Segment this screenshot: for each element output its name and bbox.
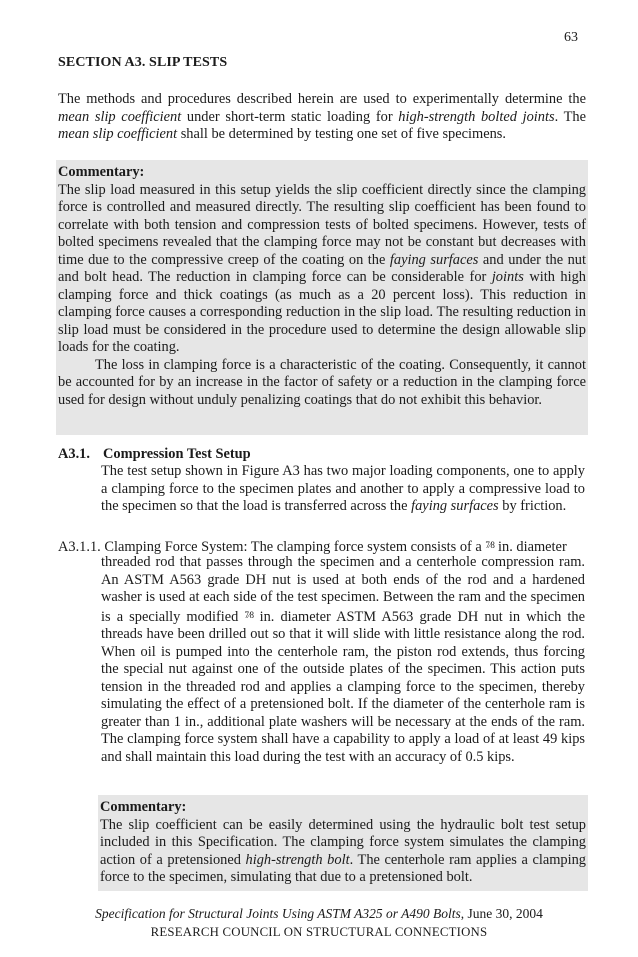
a31-text-2: by friction. [498, 498, 567, 514]
intro-text-2: under short-term static loading for [181, 108, 399, 125]
c1p1-text-1: The slip load measured in this setup yields the slip coefficient directly since the clamping force is controlled and measured directly. The resulting slip coefficient has been found to correlate with both tension and compression tests of bolted specimens. However, tests of bolted specimens revealed that the clamping force may not be constant but decreases with time due to the compressive creep of the coating on the [58, 181, 586, 268]
c2-term-1: high-strength bolt [245, 851, 350, 868]
a311-lead-text: A3.1.1. Clamping Force System: The clamping force system consists of a [58, 539, 486, 555]
c2-text-2: . The centerhole ram applies a clamping force to the specimen, simulating that due to a pretensioned bolt. [100, 851, 586, 885]
footer-date: , June 30, 2004 [460, 906, 543, 921]
commentary-1-paragraph-2: The loss in clamping force is a characteristic of the coating. Consequently, it cannot be accounted for by an increase in the factor of safety or a reduction in the clamping force used for design without unduly penalizing coatings that do not exhibit this behavior. [58, 356, 586, 408]
c2-text-1: The slip coefficient can be easily determined using the hydraulic bolt test setup included in this Specification. The clamping force system simulates the clamping action of a pretensioned [100, 816, 586, 868]
a311-text-3: in. diameter ASTM A563 grade DH nut in which the threads have been drilled out so that it will slide with little resistance along the rod. When oil is pumped into the centerhole ram, the piston rod extends, thus forcing the special nut against one of the outside plates of the specimen. This action puts tension in the threaded rod and applies a clamping force to the specimen, thereby simulating the effect of a pretensioned bolt. If the diameter of the centerhole ram is greater than 1 in., additional plate washers will be necessary at the ends of the ram. The clamping force system shall have a capability to apply a load of at least 49 kips and shall maintain this load during the test with an accuracy of 0.5 kips. [101, 608, 585, 765]
commentary-box-1 [56, 160, 588, 435]
fraction-seven-eighths: 7⁄8 [485, 540, 495, 550]
page-number: 63 [564, 30, 578, 45]
fraction-seven-eighths-2: 7⁄8 [244, 609, 254, 620]
commentary-heading-2: Commentary: [100, 799, 187, 815]
a311-text-2: threaded rod that passes through the specimen and a centerhole compression ram. An ASTM A563 grade DH nut is used at both ends of the rod and a hardened washer is used at each side of the test specimen. Between the ram and the specimen is a specially modified [101, 554, 585, 625]
a31-text-1: The test setup shown in Figure A3 has two major loading components, one to apply a clamping force to the specimen plates and another to apply a compressive load to the specimen so that the load is transferred across the [101, 463, 585, 514]
section-a3-1-body [101, 463, 585, 516]
commentary-1-paragraph-1 [58, 182, 586, 357]
commentary-heading-1: Commentary: [58, 164, 145, 180]
section-title: SECTION A3. SLIP TESTS [58, 55, 228, 70]
footer-citation [0, 906, 638, 922]
intro-term-3: mean slip coefficient [58, 126, 178, 142]
section-a3-1-number: A3.1. [58, 446, 90, 462]
intro-text-3: . The [554, 108, 586, 125]
footer-organization: RESEARCH COUNCIL ON STRUCTURAL CONNECTIONS [150, 925, 488, 939]
commentary-box-2 [98, 795, 588, 891]
intro-text-4: shall be determined by testing one set of five specimens. [177, 126, 506, 142]
footer-title: Specification for Structural Joints Using ASTM A325 or A490 Bolts [95, 906, 461, 921]
c1p1-term-1: faying surfaces [389, 251, 479, 268]
intro-paragraph [58, 91, 586, 144]
intro-term-2: high-strength bolted joints [398, 108, 555, 125]
a311-lead-tail: in. diameter [494, 539, 567, 555]
commentary-2-paragraph [100, 817, 586, 887]
intro-text-1: The methods and procedures described herein are used to experimentally determine the [58, 91, 586, 107]
c1p1-term-2: joints [491, 269, 524, 285]
a31-term-1: faying surfaces [411, 498, 499, 514]
section-a3-1-title: Compression Test Setup [103, 446, 251, 462]
c1p1-text-3: with high clamping force and thick coatings (as much as a 20 percent loss). This reduction in clamping force causes a corresponding reduction in the slip load. The resulting reduction in slip load must be considered in the procedure used to determine the design allowable slip loads for the coating. [58, 269, 586, 355]
intro-term-1: mean slip coefficient [58, 108, 182, 125]
c1p1-text-2: and under the nut and bolt head. The reduction in clamping force can be considerable for [58, 251, 586, 285]
section-a3-1-heading [58, 446, 251, 463]
section-a3-1-1-body [101, 554, 585, 766]
